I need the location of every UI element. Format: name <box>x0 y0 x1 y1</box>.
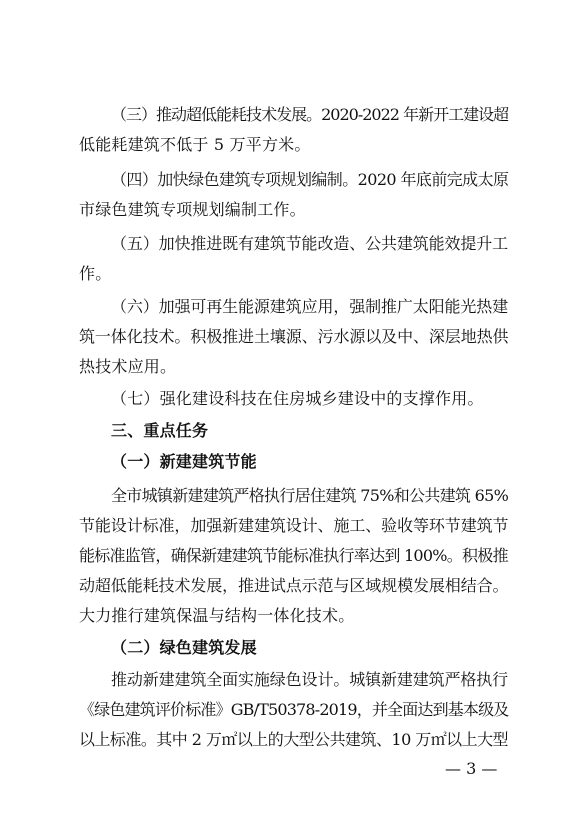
paragraph-line: 能标准监管，确保新建建筑节能标准执行率达到 100%。积极推 <box>79 546 508 565</box>
paragraph-line: （四）加快绿色建筑专项规划编制。2020 年底前完成太原 <box>111 170 509 189</box>
paragraph-line: 热技术应用。 <box>79 357 177 376</box>
page-number: — 3 — <box>445 759 498 778</box>
paragraph-line: 节能设计标准，加强新建建筑设计、施工、验收等环节建筑节 <box>79 516 509 535</box>
paragraph-line: 动超低能耗技术发展，推进试点示范与区域规模发展相结合。 <box>79 576 509 595</box>
section-heading: 三、重点任务 <box>111 421 209 440</box>
paragraph-line: 低能耗建筑不低于 5 万平方米。 <box>79 135 311 154</box>
paragraph-line: 市绿色建筑专项规划编制工作。 <box>79 200 306 219</box>
paragraph-line: （六）加强可再生能源建筑应用，强制推广太阳能光热建 <box>111 297 509 316</box>
paragraph-line: 《绿色建筑评价标准》GB/T50378-2019，并全面达到基本级及 <box>79 700 509 719</box>
subsection-heading: （二）绿色建筑发展 <box>111 638 257 657</box>
subsection-heading: （一）新建建筑节能 <box>111 452 257 471</box>
paragraph-line: 大力推行建筑保温与结构一体化技术。 <box>79 606 355 625</box>
paragraph-line: 作。 <box>79 264 112 283</box>
paragraph-line: 全市城镇新建建筑严格执行居住建筑 75%和公共建筑 65% <box>111 486 509 505</box>
paragraph-line: 推动新建建筑全面实施绿色设计。城镇新建建筑严格执行 <box>111 670 509 689</box>
paragraph-line: （五）加快推进既有建筑节能改造、公共建筑能效提升工 <box>111 234 509 253</box>
paragraph-line: 以上标准。其中 2 万㎡以上的大型公共建筑、10 万㎡以上大型 <box>79 730 508 749</box>
paragraph-line: 筑一体化技术。积极推进土壤源、污水源以及中、深层地热供 <box>79 327 509 346</box>
paragraph-line: （七）强化建设科技在住房城乡建设中的支撑作用。 <box>111 389 484 408</box>
paragraph-line: （三）推动超低能耗技术发展。2020-2022 年新开工建设超 <box>111 105 509 124</box>
